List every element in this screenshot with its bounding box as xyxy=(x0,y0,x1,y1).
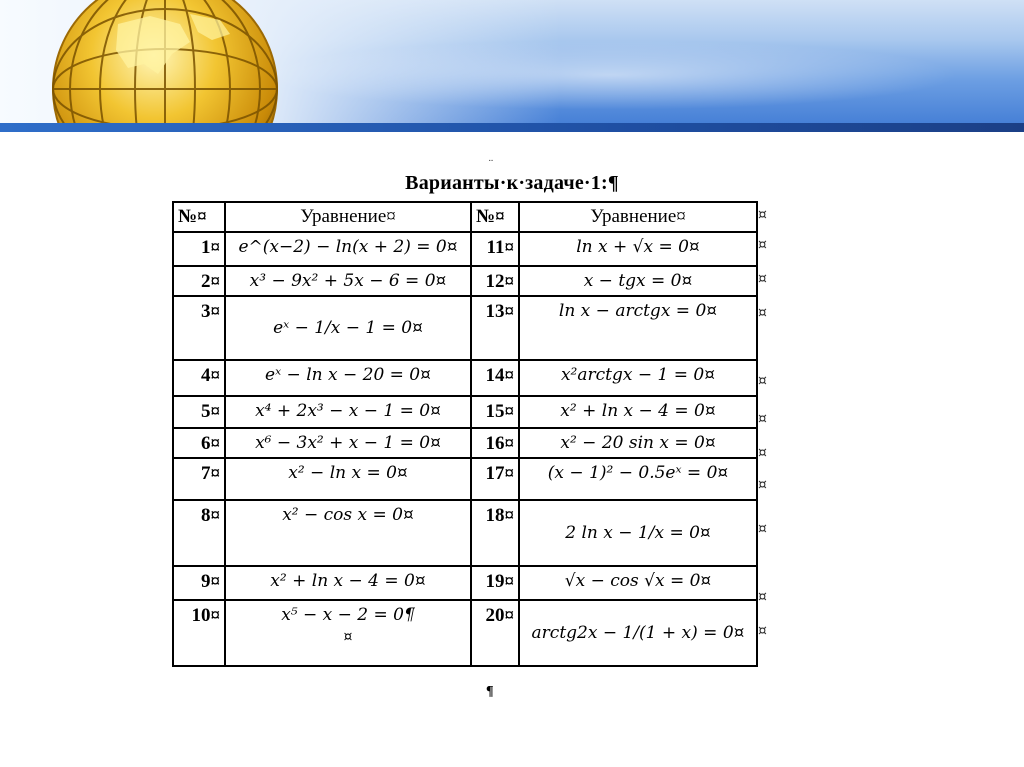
variant-equation: e^(x−2) − ln(x + 2) = 0¤ xyxy=(225,232,471,266)
variant-equation: x²arctgx − 1 = 0¤ xyxy=(519,360,757,396)
variant-number: 10¤ xyxy=(173,600,225,666)
variant-number: 2¤ xyxy=(173,266,225,296)
table-row xyxy=(173,232,757,266)
variant-equation: x² − cos x = 0¤ xyxy=(225,500,471,566)
variant-equation: x² + ln x − 4 = 0¤ xyxy=(519,396,757,428)
variant-number: 5¤ xyxy=(173,396,225,428)
variant-number: 17¤ xyxy=(471,458,519,500)
variant-equation: x⁵ − x − 2 = 0¶ xyxy=(281,605,415,625)
variant-equation: ln x + √x = 0¤ xyxy=(519,232,757,266)
variant-equation: x − tgx = 0¤ xyxy=(519,266,757,296)
variant-number: 7¤ xyxy=(173,458,225,500)
row-end-marker: ¤ xyxy=(758,411,767,427)
row-end-marker: ¤ xyxy=(758,623,767,639)
top-format-mark: ¨ xyxy=(489,157,493,171)
variant-equation: ln x − arctgx = 0¤ xyxy=(519,296,757,360)
variant-equation: x² − 20 sin x = 0¤ xyxy=(519,428,757,458)
header-equation-left: Уравнение¤ xyxy=(225,202,471,232)
variant-number: 12¤ xyxy=(471,266,519,296)
row-end-marker: ¤ xyxy=(758,521,767,537)
row-end-marker: ¤ xyxy=(758,271,767,287)
variant-number: 18¤ xyxy=(471,500,519,566)
variant-equation: x² − ln x = 0¤ xyxy=(225,458,471,500)
header-banner xyxy=(0,0,1024,132)
variant-number: 9¤ xyxy=(173,566,225,600)
variant-number: 14¤ xyxy=(471,360,519,396)
banner-glow xyxy=(260,40,960,110)
variant-equation: x³ − 9x² + 5x − 6 = 0¤ xyxy=(225,266,471,296)
table-row xyxy=(173,500,757,566)
row-end-marker: ¤ xyxy=(758,237,767,253)
variant-equation: eˣ − ln x − 20 = 0¤ xyxy=(225,360,471,396)
table-row xyxy=(173,566,757,600)
table-row xyxy=(173,600,757,666)
variant-number: 11¤ xyxy=(471,232,519,266)
row-end-marker: ¤ xyxy=(758,589,767,605)
variant-equation: 2 ln x − 1/x = 0¤ xyxy=(519,500,757,566)
variant-equation: √x − cos √x = 0¤ xyxy=(519,566,757,600)
row-end-marker: ¤ xyxy=(758,207,767,223)
variant-number: 6¤ xyxy=(173,428,225,458)
table-row xyxy=(173,296,757,360)
table-row xyxy=(173,396,757,428)
variant-equation: (x − 1)² − 0.5eˣ = 0¤ xyxy=(519,458,757,500)
table-row xyxy=(173,360,757,396)
variant-equation: eˣ − 1/x − 1 = 0¤ xyxy=(225,296,471,360)
variant-number: 15¤ xyxy=(471,396,519,428)
variant-number: 20¤ xyxy=(471,600,519,666)
variant-equation: arctg2x − 1/(1 + x) = 0¤ xyxy=(519,600,757,666)
variant-number: 8¤ xyxy=(173,500,225,566)
variant-number: 16¤ xyxy=(471,428,519,458)
row-end-marker: ¤ xyxy=(758,477,767,493)
variant-equation: x² + ln x − 4 = 0¤ xyxy=(225,566,471,600)
table-row xyxy=(173,266,757,296)
row-end-marker: ¤ xyxy=(758,373,767,389)
variant-number: 13¤ xyxy=(471,296,519,360)
table-row xyxy=(173,458,757,500)
row-end-marker: ¤ xyxy=(758,305,767,321)
table-header-row xyxy=(173,202,757,232)
cell-end-marker: ¤ xyxy=(343,629,353,645)
golden-globe-icon xyxy=(40,0,290,132)
row-end-marker: ¤ xyxy=(758,445,767,461)
header-num-left: №¤ xyxy=(173,202,225,232)
variant-equation-cell xyxy=(225,600,471,666)
page-title: Варианты·к·задаче·1:¶ xyxy=(405,172,619,194)
banner-stripe xyxy=(0,123,1024,132)
bottom-paragraph-mark: ¶ xyxy=(486,684,494,699)
variants-table xyxy=(172,201,758,667)
header-equation-right: Уравнение¤ xyxy=(519,202,757,232)
variant-number: 4¤ xyxy=(173,360,225,396)
variant-equation: x⁶ − 3x² + x − 1 = 0¤ xyxy=(225,428,471,458)
variant-number: 3¤ xyxy=(173,296,225,360)
variant-number: 19¤ xyxy=(471,566,519,600)
variant-number: 1¤ xyxy=(173,232,225,266)
variant-equation: x⁴ + 2x³ − x − 1 = 0¤ xyxy=(225,396,471,428)
table-row xyxy=(173,428,757,458)
header-num-right: №¤ xyxy=(471,202,519,232)
